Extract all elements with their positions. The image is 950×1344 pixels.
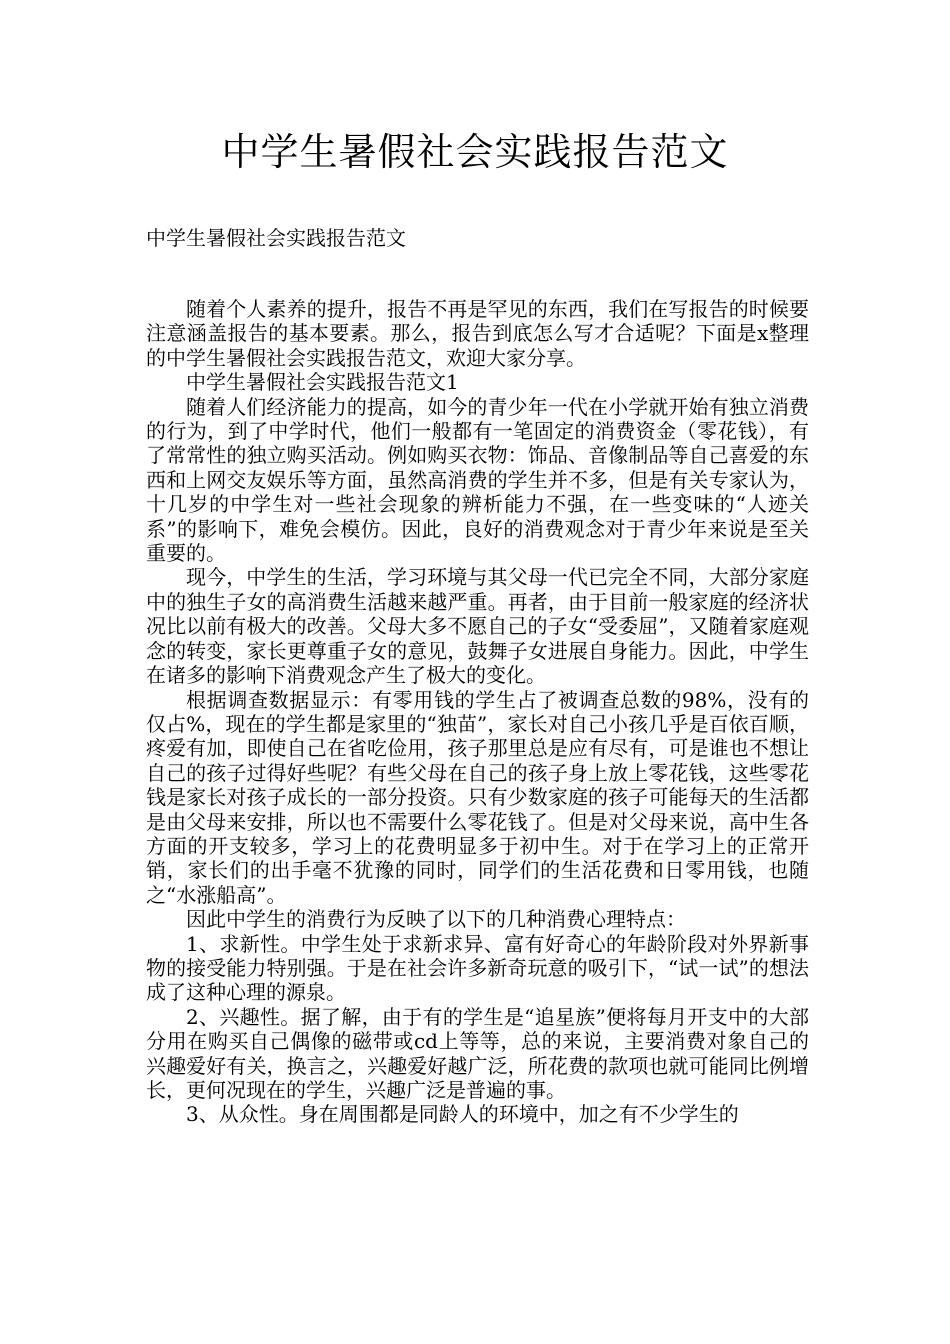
paragraph-characteristics: 因此中学生的消费行为反映了以下的几种消费心理特点： [186, 907, 686, 932]
document-subtitle: 中学生暑假社会实践报告范文 [146, 226, 406, 250]
paragraph-novelty: 1、求新性。中学生处于求新求异、富有好奇心的年龄阶段对外界新事物的接受能力特别强。于是在社会许多新奇玩意的吸引下，“试一试”的想法成了这种心理的源泉。 [146, 931, 809, 1005]
document-body [146, 297, 809, 1127]
paragraph-economy: 随着人们经济能力的提高，如今的青少年一代在小学就开始有独立消费的行为，到了中学时代，他们一般都有一笔固定的消费资金（零花钱），有了常常性的独立购买活动。例如购买衣物：饰品、音像制品等自己喜爱的东西和上网交友娱乐等方面，虽然高消费的学生并不多，但是有关专家认为，十几岁的中学生对一些社会现象的辨析能力不强，在一些变味的“人迹关系”的影响下，难免会模仿。因此，良好的消费观念对于青少年来说是至关重要的。 [146, 394, 809, 566]
paragraph-survey: 根据调查数据显示：有零用钱的学生占了被调查总数的98%，没有的仅占%，现在的学生都是家里的“独苗”，家长对自己小孩几乎是百依百顺，疼爱有加，即使自己在省吃俭用，孩子那里总是应有尽有，可是谁也不想让自己的孩子过得好些呢？有些父母在自己的孩子身上放上零花钱，这些零花钱是家长对孩子成长的一部分投资。只有少数家庭的孩子可能每天的生活都是由父母来安排，所以也不需要什么零花钱了。但是对父母来说，高中生各方面的开支较多，学习上的花费明显多于初中生。对于在学习上的正常开销，家长们的出手毫不犹豫的同时，同学们的生活花费和日零用钱，也随之“水涨船高”。 [146, 687, 809, 907]
paragraph-conformity: 3、从众性。身在周围都是同龄人的环境中，加之有不少学生的 [186, 1102, 739, 1127]
paragraph-interest: 2、兴趣性。据了解，由于有的学生是“追星族”便将每月开支中的大部分用在购买自己偶像的磁带或cd上等等，总的来说，主要消费对象自己的兴趣爱好有关，换言之，兴趣爱好越广泛，所花费的款项也就可能同比例增长，更何况现在的学生，兴趣广泛是普遍的事。 [146, 1004, 809, 1102]
paragraph-environment: 现今，中学生的生活，学习环境与其父母一代已完全不同，大部分家庭中的独生子女的高消费生活越来越严重。再者，由于目前一般家庭的经济状况比以前有极大的改善。父母大多不愿自己的子女“受委屈”，又随着家庭观念的转变，家长更尊重子女的意见，鼓舞子女进展自身能力。因此，中学生在诸多的影响下消费观念产生了极大的变化。 [146, 565, 809, 688]
document-title: 中学生暑假社会实践报告范文 [221, 130, 729, 174]
paragraph-heading: 中学生暑假社会实践报告范文1 [186, 370, 459, 395]
paragraph-intro: 随着个人素养的提升，报告不再是罕见的东西，我们在写报告的时候要注意涵盖报告的基本要素。那么，报告到底怎么写才合适呢？下面是x整理的中学生暑假社会实践报告范文，欢迎大家分享。 [146, 297, 809, 370]
